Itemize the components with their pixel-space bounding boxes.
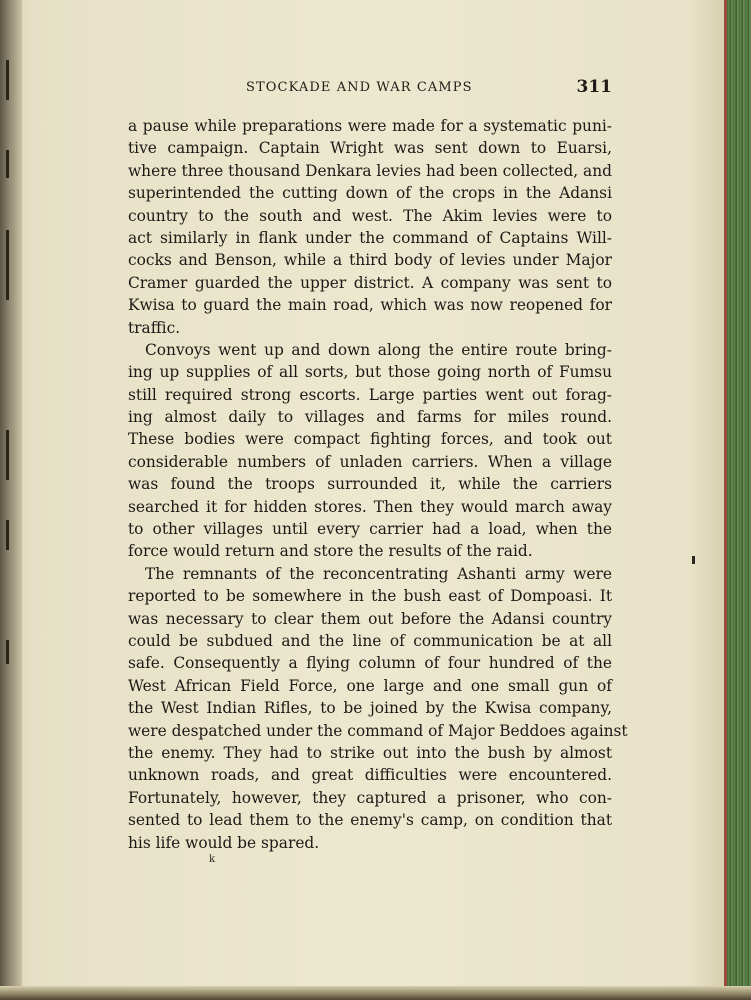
text-line: The remnants of the reconcentrating Ashanti army were <box>145 564 612 583</box>
gutter-mark <box>6 230 9 300</box>
page-number: 311 <box>576 77 612 97</box>
page-edge-line <box>724 0 727 1000</box>
gutter-mark <box>6 430 9 480</box>
text-line: searched it for hidden stores. Then they would march away <box>128 497 612 516</box>
text-line: Cramer guarded the upper district. A company was sent to <box>128 273 612 292</box>
text-line: the enemy. They had to strike out into the bush by almost <box>128 743 612 762</box>
text-line: still required strong escorts. Large parties went out forag- <box>128 385 612 404</box>
text-line: to other villages until every carrier had a load, when the <box>128 520 612 539</box>
text-line: reported to be somewhere in the bush east of Dompoasi. It <box>128 587 612 606</box>
gutter-mark <box>6 60 9 100</box>
gutter-mark <box>6 520 9 550</box>
text-line: force would return and store the results of the raid. <box>128 542 533 561</box>
text-line: country to the south and west. The Akim levies were to <box>128 206 612 225</box>
ink-speck <box>692 556 695 564</box>
text-line: could be subdued and the line of communication be at all <box>128 631 612 650</box>
text-line: the West Indian Rifles, to be joined by the Kwisa company, <box>128 699 612 718</box>
text-line: cocks and Benson, while a third body of levies under Major <box>128 251 612 270</box>
binding-gutter <box>0 0 22 1000</box>
text-line: was found the troops surrounded it, while the carriers <box>128 475 612 494</box>
text-line: Convoys went up and down along the entire route bring- <box>145 340 612 359</box>
gutter-mark <box>6 640 9 664</box>
text-line: where three thousand Denkara levies had been collected, and <box>128 161 612 180</box>
text-line: tive campaign. Captain Wright was sent down to Euarsi, <box>128 139 612 158</box>
text-line: ing almost daily to villages and farms for miles round. <box>128 408 612 427</box>
text-line: superintended the cutting down of the crops in the Adansi <box>128 184 612 203</box>
stray-mark: k <box>209 854 216 865</box>
text-line: act similarly in flank under the command of Captains Will- <box>128 228 612 247</box>
text-line: his life would be spared. <box>128 833 320 852</box>
text-line: Fortunately, however, they captured a prisoner, who con- <box>128 788 612 807</box>
text-line: considerable numbers of unladen carriers. When a village <box>128 452 612 471</box>
page-edges-right <box>727 0 751 1000</box>
text-line: was necessary to clear them out before the Adansi country <box>128 609 612 628</box>
page-edge-bottom <box>0 986 751 1000</box>
text-line: safe. Consequently a flying column of four hundred of the <box>128 654 612 673</box>
text-line: ing up supplies of all sorts, but those going north of Fumsu <box>128 363 612 382</box>
gutter-mark <box>6 150 9 178</box>
text-line: unknown roads, and great difficulties were encountered. <box>128 766 612 785</box>
page-header <box>128 76 612 98</box>
text-line: were despatched under the command of Major Beddoes against <box>128 721 628 740</box>
body-text <box>128 115 628 854</box>
text-line: a pause while preparations were made for a systematic puni- <box>128 117 612 135</box>
text-line: traffic. <box>128 318 181 337</box>
text-line: sented to lead them to the enemy's camp, on condition that <box>128 811 612 830</box>
text-line: These bodies were compact fighting forces, and took out <box>128 430 612 449</box>
text-line: West African Field Force, one large and one small gun of <box>128 676 612 695</box>
text-line: Kwisa to guard the main road, which was now reopened for <box>128 296 612 315</box>
running-head: STOCKADE AND WAR CAMPS <box>246 80 473 95</box>
